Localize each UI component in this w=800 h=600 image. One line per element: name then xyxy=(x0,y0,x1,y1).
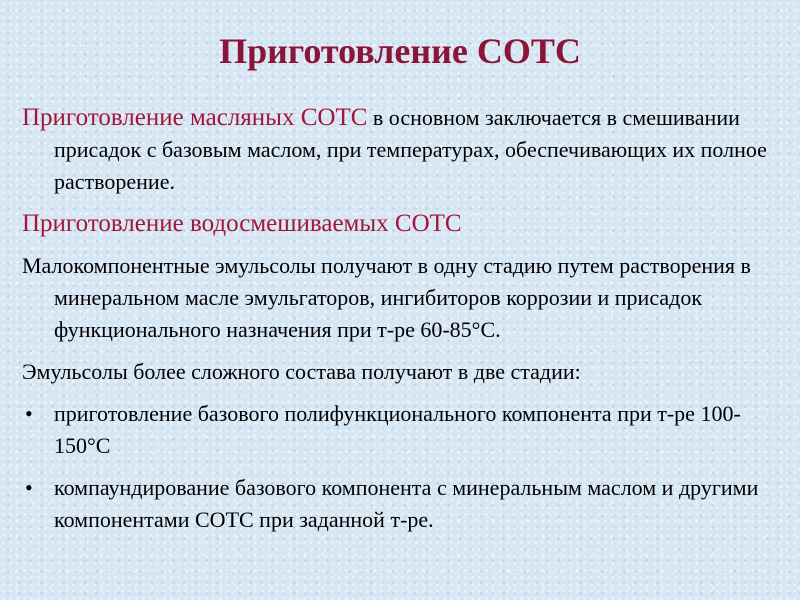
paragraph-oil-cutting-fluids xyxy=(22,102,782,198)
slide-title: Приготовление СОТС xyxy=(219,31,581,71)
paragraph-text: в основном заключается в смешивании присадок с базовым маслом, при температурах, обеспечивающих их полное растворение. xyxy=(54,105,767,194)
paragraph-highlight: Приготовление масляных СОТС xyxy=(22,104,368,131)
paragraph-complex-emulsols: Эмульсолы более сложного состава получают в две стадии: xyxy=(22,359,581,384)
bullet-item xyxy=(22,398,782,462)
section-heading-water-miscible: Приготовление водосмешиваемых СОТС xyxy=(22,210,462,237)
paragraph-low-component-emulsols: Малокомпонентные эмульсолы получают в одну стадию путем растворения в минеральном масле эмульгаторов, ингибиторов коррозии и присадок функционального назначения при т-ре 60-85°С. xyxy=(22,253,751,342)
bullet-text: приготовление базового полифункционального компонента при т-ре 100-150°С xyxy=(54,401,741,458)
bullet-icon: • xyxy=(25,401,33,426)
bullet-item xyxy=(22,472,782,536)
slide-content xyxy=(22,102,782,546)
bullet-icon: • xyxy=(25,475,33,500)
bullet-text: компаундирование базового компонента с минеральным маслом и другими компонентами СОТС при заданной т-ре. xyxy=(54,475,759,532)
